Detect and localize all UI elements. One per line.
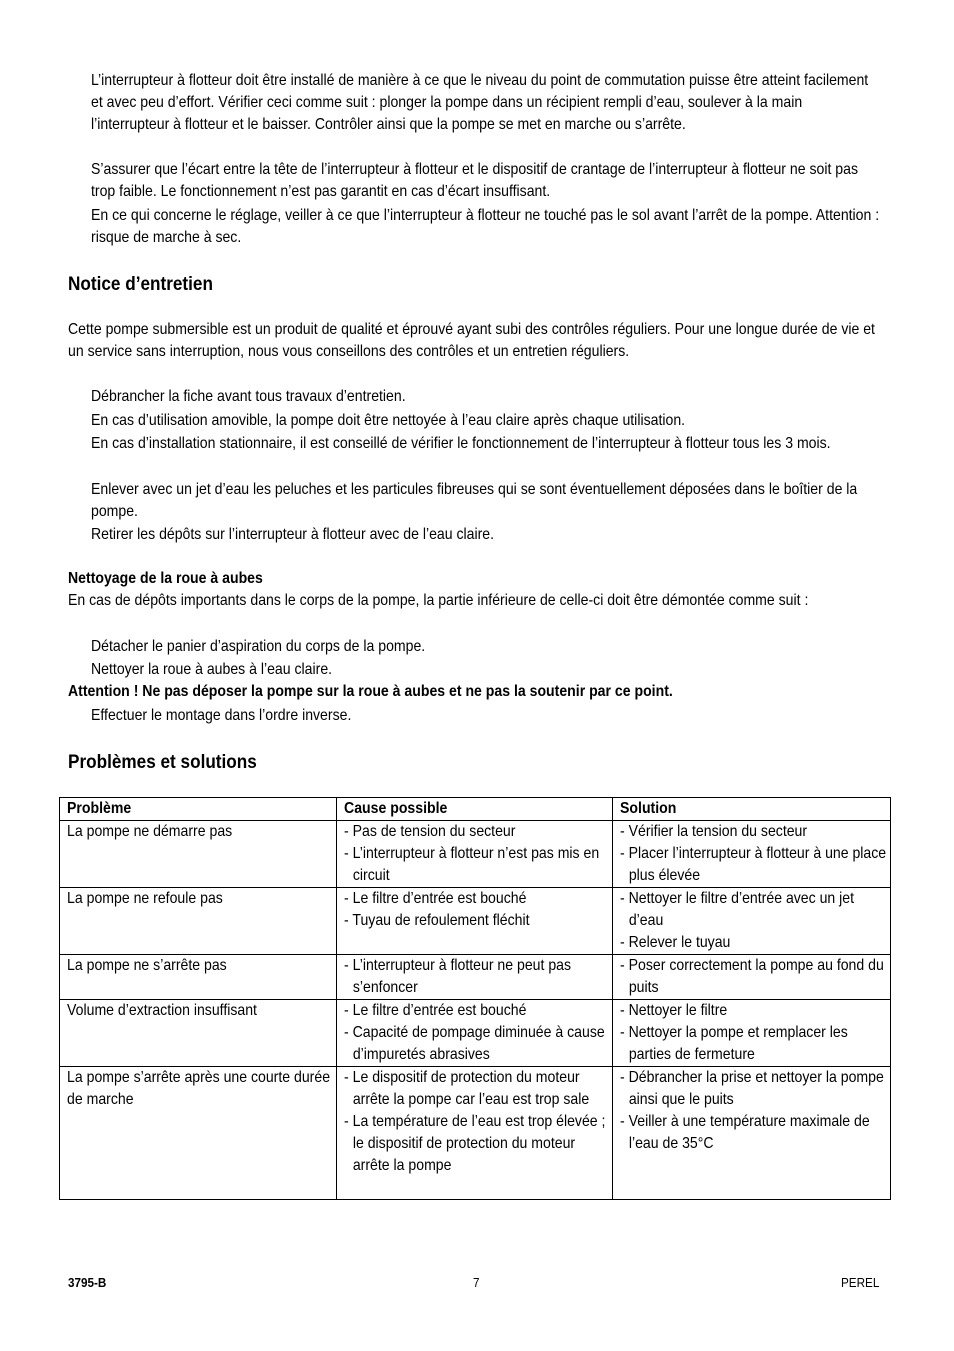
cleaning-warning: Attention ! Ne pas déposer la pompe sur la roue à aubes et ne pas la soutenir par ce point.: [68, 683, 673, 700]
cleaning-step: Nettoyer la roue à aubes à l’eau claire.: [91, 661, 333, 678]
maintenance-item: Débrancher la fiche avant tous travaux d’entretien.: [91, 388, 406, 405]
table-header-row: [60, 798, 891, 821]
cause-cell: - Le filtre d’entrée est bouché - Capacité de pompage diminuée à cause d’impuretés abrasives: [337, 1000, 613, 1067]
problem-cell: La pompe ne s’arrête pas: [60, 955, 337, 1000]
table-row: [60, 1000, 891, 1067]
maintenance-item: En cas d’utilisation amovible, la pompe doit être nettoyée à l’eau claire après chaque utilisation.: [91, 412, 686, 429]
maintenance-intro: Cette pompe submersible est un produit de qualité et éprouvé ayant subi des contrôles réguliers. Pour une longue durée de vie et un service sans interruption, nous vous conseillons des contrôles et un entretien réguliers.: [68, 321, 875, 360]
intro-paragraph-3: En ce qui concerne le réglage, veiller à ce que l’interrupteur à flotteur ne touché pas le sol avant l’arrêt de la pompe. Attention : risque de marche à sec.: [91, 207, 880, 246]
cleaning-intro: En cas de dépôts importants dans le corps de la pompe, la partie inférieure de celle-ci doit être démontée comme suit :: [68, 592, 809, 609]
solution-cell: - Nettoyer le filtre - Nettoyer la pompe et remplacer les parties de fermeture: [613, 1000, 891, 1067]
cause-cell: - Le dispositif de protection du moteur arrête la pompe car l’eau est trop sale - La température de l’eau est trop élevée ; le dispositif de protection du moteur arrête la pompe: [337, 1067, 613, 1200]
problem-cell: La pompe s’arrête après une courte durée de marche: [60, 1067, 337, 1200]
maintenance-heading: Notice d’entretien: [68, 273, 213, 295]
cause-cell: - L’interrupteur à flotteur ne peut pas s’enfoncer: [337, 955, 613, 1000]
troubleshooting-table: [59, 797, 891, 1200]
cleaning-heading: Nettoyage de la roue à aubes: [68, 570, 263, 587]
problem-cell: La pompe ne démarre pas: [60, 821, 337, 888]
problem-cell: Volume d’extraction insuffisant: [60, 1000, 337, 1067]
footer-page-number: 7: [473, 1275, 480, 1290]
footer-brand: PEREL: [841, 1275, 880, 1290]
maintenance-item: Enlever avec un jet d’eau les peluches et les particules fibreuses qui se sont éventuellement déposées dans le boîtier de la pompe.: [91, 481, 858, 520]
solution-cell: - Débrancher la prise et nettoyer la pompe ainsi que le puits - Veiller à une température maximale de l’eau de 35°C: [613, 1067, 891, 1200]
footer-model: 3795-B: [68, 1275, 107, 1290]
troubleshooting-heading: Problèmes et solutions: [68, 751, 257, 773]
column-header: Cause possible: [337, 798, 613, 821]
table-row: [60, 821, 891, 888]
table-row: [60, 888, 891, 955]
solution-cell: - Vérifier la tension du secteur - Placer l’interrupteur à flotteur à une place plus élevée: [613, 821, 891, 888]
column-header: Solution: [613, 798, 891, 821]
intro-paragraph-2: S’assurer que l’écart entre la tête de l’interrupteur à flotteur et le dispositif de crantage de l’interrupteur à flotteur ne soit pas trop faible. Le fonctionnement n’est pas garantit en cas d’écart insuffisant.: [91, 161, 859, 200]
cleaning-step: Effectuer le montage dans l’ordre inverse.: [91, 707, 352, 724]
cause-cell: - Pas de tension du secteur - L’interrupteur à flotteur n’est pas mis en circuit: [337, 821, 613, 888]
problem-cell: La pompe ne refoule pas: [60, 888, 337, 955]
table-row: [60, 1067, 891, 1200]
cleaning-step: Détacher le panier d’aspiration du corps de la pompe.: [91, 638, 426, 655]
column-header: Problème: [60, 798, 337, 821]
maintenance-item: Retirer les dépôts sur l’interrupteur à flotteur avec de l’eau claire.: [91, 526, 495, 543]
maintenance-item: En cas d’installation stationnaire, il est conseillé de vérifier le fonctionnement de l’interrupteur à flotteur tous les 3 mois.: [91, 435, 831, 452]
solution-cell: - Nettoyer le filtre d’entrée avec un jet d’eau - Relever le tuyau: [613, 888, 891, 955]
solution-cell: - Poser correctement la pompe au fond du puits: [613, 955, 891, 1000]
cause-cell: - Le filtre d’entrée est bouché - Tuyau de refoulement fléchit: [337, 888, 613, 955]
table-row: [60, 955, 891, 1000]
intro-paragraph-1: L’interrupteur à flotteur doit être installé de manière à ce que le niveau du point de commutation puisse être atteint facilement et avec peu d’effort. Vérifier ceci comme suit : plonger la pompe dans un récipient rempli d’eau, soulever à la main l’interrupteur à flotteur et le baisser. Contrôler ainsi que la pompe se met en marche ou s’arrête.: [91, 72, 869, 133]
